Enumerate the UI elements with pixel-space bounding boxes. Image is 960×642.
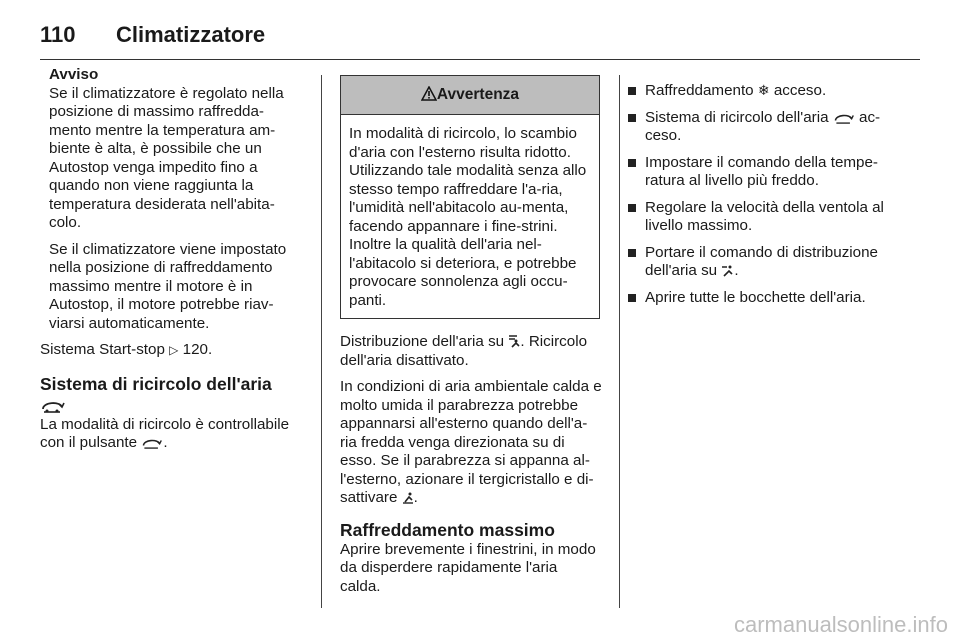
chapter-title: Climatizzatore	[116, 22, 266, 47]
page-header	[40, 16, 920, 56]
startstop-label: Sistema Start-stop	[40, 341, 165, 358]
list-item: Impostare il comando della tempe-ratura al livello più freddo.	[624, 154, 908, 191]
distribution-text-end: . Ricircolo dell'aria disattivato.	[340, 333, 588, 369]
maxcool-paragraph: Aprire brevemente i finestrini, in modo da disperdere rapidamente l'aria calda.	[340, 540, 596, 595]
steps-list	[624, 82, 908, 307]
column-1	[40, 66, 302, 461]
column-2	[340, 75, 602, 604]
list-item	[624, 244, 908, 281]
windscreen-footwell-icon	[508, 334, 520, 348]
warning-box	[340, 75, 600, 319]
column-divider-2	[619, 75, 620, 608]
startstop-reference	[40, 341, 302, 360]
footwell-icon	[402, 491, 414, 504]
column-divider-1	[321, 75, 322, 608]
recirculation-icon	[141, 437, 163, 449]
header-rule	[40, 59, 920, 60]
recirc-heading	[40, 374, 302, 416]
humidity-text-end: .	[413, 489, 418, 506]
startstop-page: 120.	[182, 341, 213, 358]
recirc-paragraph	[40, 416, 302, 453]
step-2-text: Sistema di ricircolo dell'aria	[645, 108, 829, 126]
page-number: 110	[40, 22, 76, 47]
warning-body: In modalità di ricircolo, lo scambio d'aria con l'esterno risulta ridotto. Utilizzando tale modalità senza allo stesso tempo raffreddare l'a-ria, l'umidità nell'abitacolo au-menta, facendo appannare i fine-strini. Inoltre la qualità dell'aria nel-l'abitacolo si deteriora, e potrebbe provocare sonnolenza agli occu-panti.	[349, 125, 587, 309]
recirc-text-end: .	[163, 434, 168, 451]
list-item: Regolare la velocità della ventola al livello massimo.	[624, 199, 908, 236]
list-item	[624, 82, 908, 101]
step-1-text-end: acceso.	[773, 82, 827, 99]
maxcool-heading: Raffreddamento massimo	[340, 519, 555, 540]
column-3	[624, 82, 908, 315]
humidity-text: In condizioni di aria ambientale calda e molto umida il parabrezza potrebbe appannarsi all'esterno quando dell'a-ria fredda venga direzionata su di esso. Se il parabrezza si appanna al-l'esterno, azionare il tergicristallo e di-sattivare	[340, 378, 602, 506]
recirculation-icon	[833, 112, 855, 124]
warning-title: Avvertenza	[436, 86, 520, 103]
notice-paragraph-2: Se il climatizzatore viene impostato nella posizione di raffreddamento massimo mentre il motore è in Autostop, il motore potrebbe riav-viarsi automaticamente.	[49, 240, 287, 332]
step-1-text: Raffreddamento	[645, 82, 754, 99]
recirc-text: La modalità di ricircolo è controllabile con il pulsante	[40, 415, 290, 451]
distribution-paragraph	[340, 333, 602, 370]
notice-paragraph-1: Se il climatizzatore è regolato nella posizione di massimo raffredda-mento mentre la temperatura am-biente è alta, è possibile che un Autostop venga impedito fino a quando non viene raggiunta la temperatura desiderata nell'abita-colo.	[49, 84, 284, 231]
notice-title: Avviso	[49, 66, 99, 83]
step-5-text: Portare il comando di distribuzione dell'aria su	[645, 243, 878, 279]
distribution-text: Distribuzione dell'aria su	[340, 333, 505, 350]
warning-triangle-icon	[421, 86, 437, 101]
step-2-text-end: ac-ceso.	[645, 108, 881, 144]
face-footwell-icon	[721, 264, 734, 277]
warning-header	[341, 76, 599, 115]
list-item	[624, 109, 908, 146]
watermark: carmanualsonline.info	[733, 612, 948, 637]
recirc-heading-text: Sistema di ricircolo dell'aria	[40, 373, 272, 394]
recirculation-icon	[40, 399, 66, 413]
notice-block	[40, 66, 302, 333]
page-ref-arrow-icon: ▷	[169, 343, 179, 357]
step-5-text-end: .	[734, 262, 739, 279]
snowflake-icon: ❄	[757, 83, 770, 99]
list-item: Aprire tutte le bocchette dell'aria.	[624, 289, 908, 308]
humidity-paragraph	[340, 378, 602, 508]
